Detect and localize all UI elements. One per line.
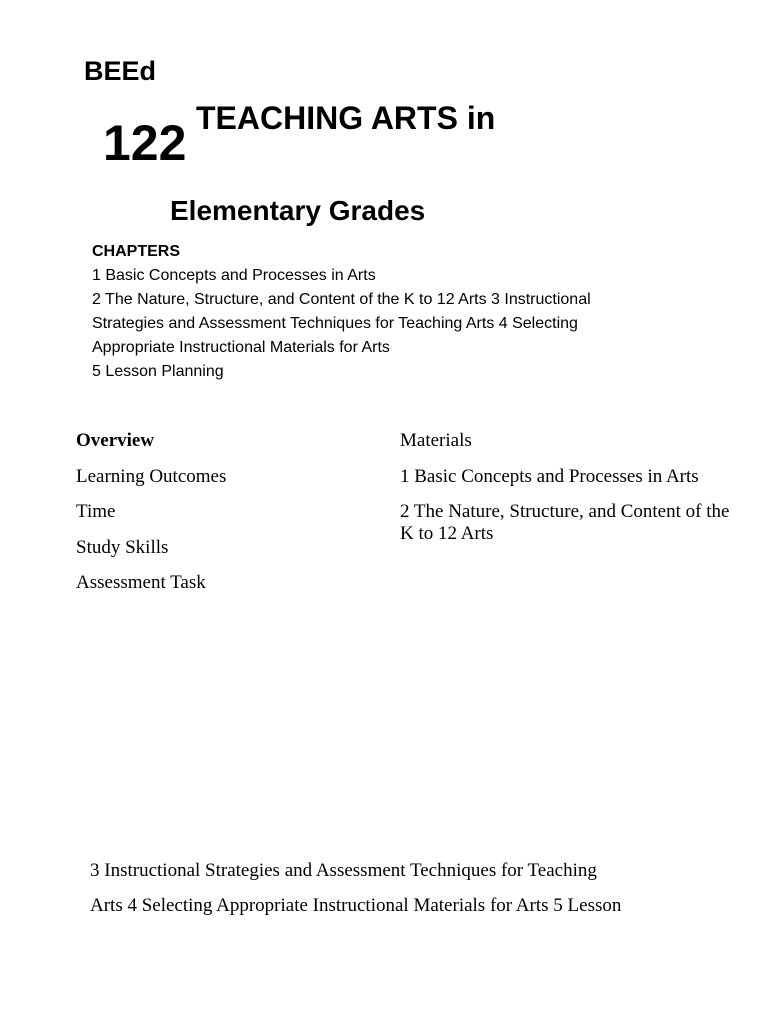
overview-label: Overview bbox=[76, 430, 155, 451]
chapters-section bbox=[92, 240, 692, 384]
learning-outcomes-label: Learning Outcomes bbox=[76, 465, 227, 487]
study-skills-label: Study Skills bbox=[76, 536, 169, 558]
chapters-heading: CHAPTERS bbox=[92, 243, 181, 260]
footer-line: 3 Instructional Strategies and Assessment Techniques for Teaching bbox=[90, 860, 597, 881]
course-title-line1: TEACHING ARTS in bbox=[196, 100, 496, 136]
assessment-task-label: Assessment Task bbox=[76, 572, 206, 593]
material-item: 1 Basic Concepts and Processes in Arts bbox=[400, 465, 699, 487]
material-item: 2 The Nature, Structure, and Content of the K to 12 Arts bbox=[400, 501, 730, 544]
chapter-line: 5 Lesson Planning bbox=[92, 363, 224, 380]
contents-right-column bbox=[400, 430, 740, 559]
course-code: BEEd bbox=[84, 56, 157, 86]
chapter-line: 2 The Nature, Structure, and Content of the K to 12 Arts 3 Instructional bbox=[92, 291, 591, 308]
chapter-line: Strategies and Assessment Techniques for Teaching Arts 4 Selecting bbox=[92, 315, 578, 332]
materials-label: Materials bbox=[400, 430, 472, 451]
footer-line: Arts 4 Selecting Appropriate Instructional Materials for Arts 5 Lesson bbox=[90, 895, 622, 916]
chapter-line: 1 Basic Concepts and Processes in Arts bbox=[92, 267, 376, 284]
time-label: Time bbox=[76, 501, 116, 522]
chapter-line: Appropriate Instructional Materials for Arts bbox=[92, 339, 390, 356]
footer-text bbox=[90, 860, 730, 930]
contents-left-column bbox=[76, 430, 376, 608]
course-title-line2: Elementary Grades bbox=[170, 195, 426, 226]
course-number: 122 bbox=[103, 115, 187, 171]
